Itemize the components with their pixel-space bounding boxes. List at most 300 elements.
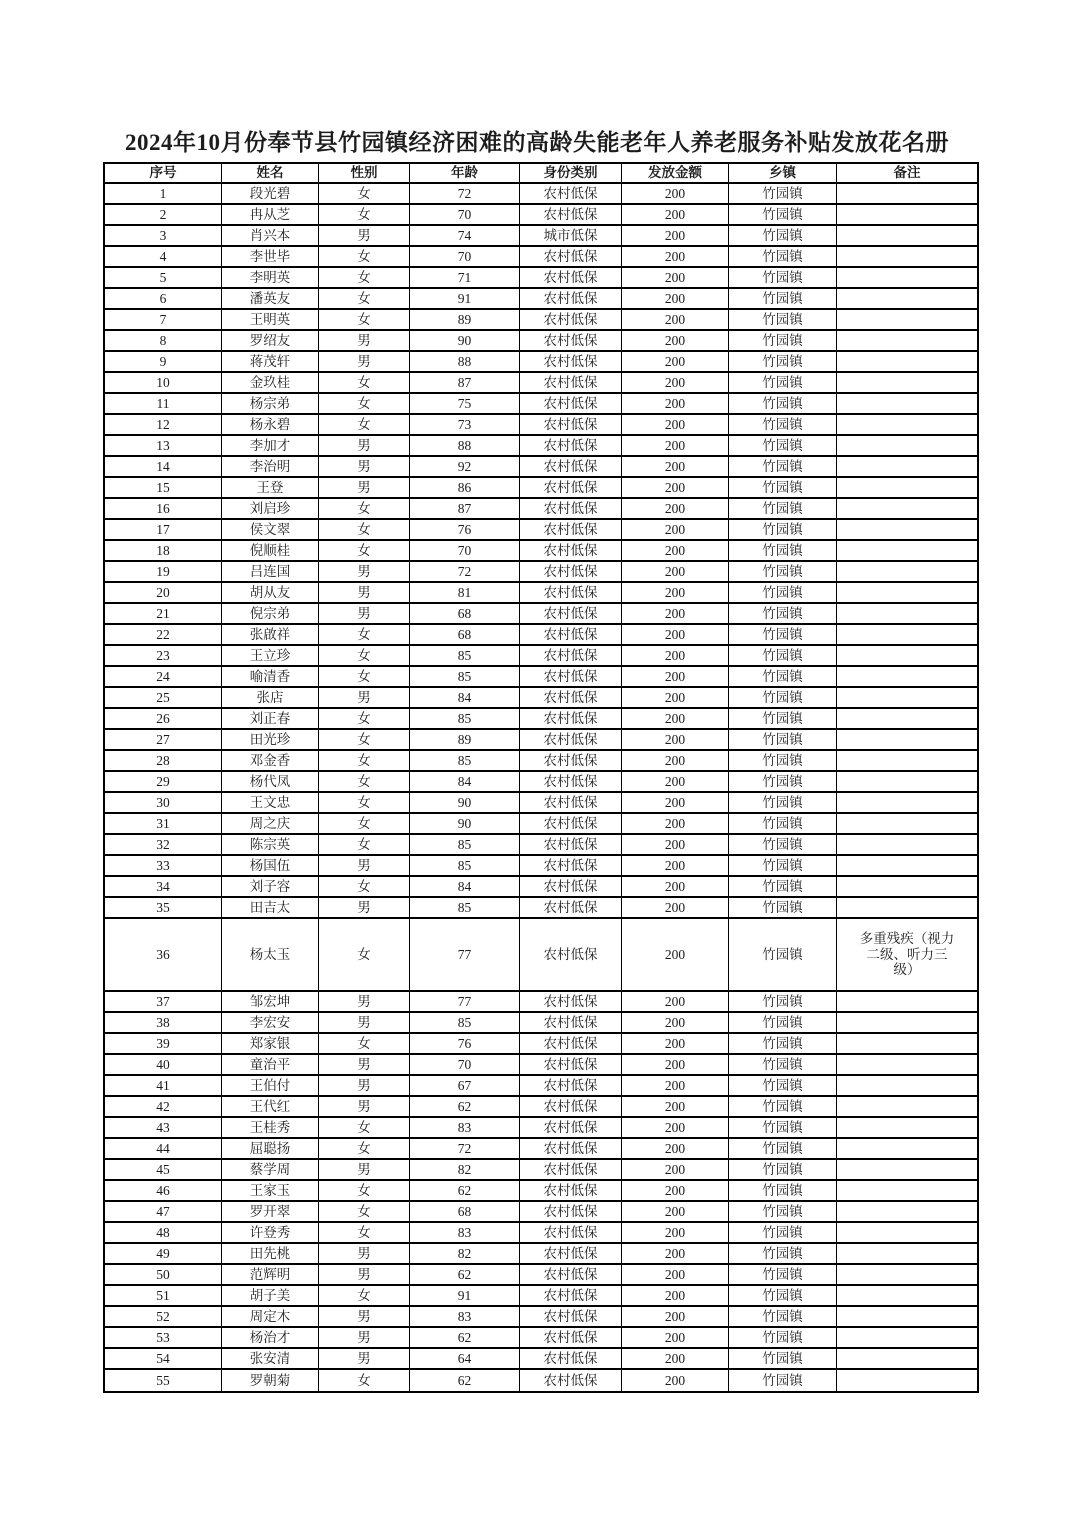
table-cell	[837, 646, 977, 667]
table-cell: 男	[319, 688, 410, 709]
table-cell: 竹园镇	[729, 1370, 837, 1391]
table-cell	[837, 709, 977, 730]
table-cell: 85	[410, 898, 520, 919]
table-header-row	[105, 164, 977, 184]
table-cell: 农村低保	[520, 667, 622, 688]
table-cell: 喻清香	[222, 667, 319, 688]
table-cell: 200	[622, 898, 729, 919]
table-cell: 郑家银	[222, 1034, 319, 1055]
table-cell: 农村低保	[520, 541, 622, 562]
table-cell: 女	[319, 772, 410, 793]
table-row	[105, 1034, 977, 1055]
table-cell: 200	[622, 1202, 729, 1223]
table-cell: 81	[410, 583, 520, 604]
table-cell: 竹园镇	[729, 1076, 837, 1097]
table-cell: 男	[319, 1349, 410, 1370]
table-cell: 竹园镇	[729, 1097, 837, 1118]
table-cell: 农村低保	[520, 877, 622, 898]
table-cell: 胡从友	[222, 583, 319, 604]
table-cell: 女	[319, 709, 410, 730]
table-cell: 72	[410, 1139, 520, 1160]
table-cell: 43	[105, 1118, 222, 1139]
column-header: 备注	[837, 164, 977, 184]
table-cell	[837, 1286, 977, 1307]
table-cell: 女	[319, 793, 410, 814]
table-cell: 89	[410, 730, 520, 751]
table-cell: 85	[410, 709, 520, 730]
table-cell: 竹园镇	[729, 1181, 837, 1202]
table-cell: 68	[410, 625, 520, 646]
table-row	[105, 226, 977, 247]
table-cell: 农村低保	[520, 1013, 622, 1034]
table-cell: 200	[622, 583, 729, 604]
table-cell: 21	[105, 604, 222, 625]
table-cell: 200	[622, 730, 729, 751]
table-cell: 64	[410, 1349, 520, 1370]
table-cell: 男	[319, 1076, 410, 1097]
table-cell: 王桂秀	[222, 1118, 319, 1139]
table-cell: 竹园镇	[729, 730, 837, 751]
table-cell: 竹园镇	[729, 331, 837, 352]
table-row	[105, 268, 977, 289]
table-cell	[837, 856, 977, 877]
table-cell: 竹园镇	[729, 352, 837, 373]
table-cell: 90	[410, 814, 520, 835]
table-cell: 杨治才	[222, 1328, 319, 1349]
table-cell: 200	[622, 814, 729, 835]
table-cell: 200	[622, 835, 729, 856]
table-cell: 农村低保	[520, 919, 622, 992]
table-cell: 200	[622, 247, 729, 268]
table-cell: 农村低保	[520, 1034, 622, 1055]
table-cell: 竹园镇	[729, 394, 837, 415]
table-cell: 女	[319, 394, 410, 415]
table-cell: 农村低保	[520, 205, 622, 226]
table-cell: 竹园镇	[729, 583, 837, 604]
table-cell: 农村低保	[520, 268, 622, 289]
table-cell	[837, 520, 977, 541]
table-cell: 49	[105, 1244, 222, 1265]
table-cell: 24	[105, 667, 222, 688]
table-cell: 36	[105, 919, 222, 992]
table-row	[105, 772, 977, 793]
table-row	[105, 751, 977, 772]
table-cell: 女	[319, 835, 410, 856]
table-cell: 3	[105, 226, 222, 247]
table-cell: 刘子容	[222, 877, 319, 898]
table-cell: 竹园镇	[729, 541, 837, 562]
table-cell	[837, 1202, 977, 1223]
table-row	[105, 247, 977, 268]
table-cell: 杨国伍	[222, 856, 319, 877]
table-cell: 70	[410, 205, 520, 226]
table-cell: 蒋茂轩	[222, 352, 319, 373]
table-cell: 13	[105, 436, 222, 457]
table-cell: 竹园镇	[729, 814, 837, 835]
table-cell	[837, 352, 977, 373]
table-cell: 46	[105, 1181, 222, 1202]
table-cell: 王文忠	[222, 793, 319, 814]
table-cell: 女	[319, 667, 410, 688]
table-cell	[837, 394, 977, 415]
table-row	[105, 1013, 977, 1034]
table-cell: 76	[410, 1034, 520, 1055]
table-cell: 竹园镇	[729, 1034, 837, 1055]
table-cell: 竹园镇	[729, 478, 837, 499]
table-cell: 竹园镇	[729, 499, 837, 520]
table-cell: 女	[319, 1118, 410, 1139]
table-cell: 农村低保	[520, 415, 622, 436]
table-cell: 女	[319, 184, 410, 205]
column-header: 姓名	[222, 164, 319, 184]
table-cell: 侯文翠	[222, 520, 319, 541]
table-cell: 范辉明	[222, 1265, 319, 1286]
table-cell: 29	[105, 772, 222, 793]
table-cell: 200	[622, 436, 729, 457]
table-cell: 农村低保	[520, 310, 622, 331]
table-cell: 200	[622, 541, 729, 562]
table-cell: 200	[622, 1181, 729, 1202]
table-cell: 农村低保	[520, 856, 622, 877]
table-cell: 女	[319, 247, 410, 268]
table-cell: 王立珍	[222, 646, 319, 667]
table-cell: 竹园镇	[729, 247, 837, 268]
table-cell: 200	[622, 1307, 729, 1328]
table-row	[105, 1139, 977, 1160]
table-cell: 田先桃	[222, 1244, 319, 1265]
table-cell: 41	[105, 1076, 222, 1097]
table-cell	[837, 1265, 977, 1286]
table-cell: 农村低保	[520, 898, 622, 919]
table-cell: 男	[319, 352, 410, 373]
table-cell	[837, 1055, 977, 1076]
table-cell: 200	[622, 1223, 729, 1244]
table-cell: 竹园镇	[729, 1055, 837, 1076]
table-cell: 男	[319, 1307, 410, 1328]
table-cell: 40	[105, 1055, 222, 1076]
table-cell: 91	[410, 289, 520, 310]
table-cell: 200	[622, 1013, 729, 1034]
page-title: 2024年10月份奉节县竹园镇经济困难的高龄失能老年人养老服务补贴发放花名册	[125, 130, 949, 155]
table-cell: 92	[410, 457, 520, 478]
table-cell: 48	[105, 1223, 222, 1244]
table-cell: 竹园镇	[729, 1307, 837, 1328]
table-cell: 女	[319, 1202, 410, 1223]
table-cell: 200	[622, 856, 729, 877]
table-cell: 农村低保	[520, 1328, 622, 1349]
table-cell: 农村低保	[520, 1160, 622, 1181]
table-cell: 邓金香	[222, 751, 319, 772]
table-cell: 竹园镇	[729, 226, 837, 247]
table-row	[105, 1076, 977, 1097]
table-row	[105, 992, 977, 1013]
table-cell: 竹园镇	[729, 772, 837, 793]
table-row	[105, 709, 977, 730]
table-row	[105, 1286, 977, 1307]
table-cell: 农村低保	[520, 583, 622, 604]
table-cell: 男	[319, 583, 410, 604]
roster-table	[103, 162, 979, 1393]
table-cell: 20	[105, 583, 222, 604]
table-row	[105, 688, 977, 709]
table-cell: 83	[410, 1118, 520, 1139]
table-cell: 竹园镇	[729, 877, 837, 898]
table-cell: 农村低保	[520, 1370, 622, 1391]
table-cell: 200	[622, 1286, 729, 1307]
table-cell: 农村低保	[520, 373, 622, 394]
table-cell	[837, 310, 977, 331]
table-cell: 62	[410, 1328, 520, 1349]
table-cell: 农村低保	[520, 709, 622, 730]
table-cell: 200	[622, 919, 729, 992]
table-cell: 竹园镇	[729, 1223, 837, 1244]
table-cell: 73	[410, 415, 520, 436]
table-cell: 86	[410, 478, 520, 499]
table-cell: 竹园镇	[729, 1160, 837, 1181]
table-cell: 2	[105, 205, 222, 226]
table-row	[105, 583, 977, 604]
table-cell: 16	[105, 499, 222, 520]
table-row	[105, 331, 977, 352]
table-cell: 200	[622, 625, 729, 646]
table-cell: 农村低保	[520, 184, 622, 205]
table-cell: 200	[622, 331, 729, 352]
table-cell: 竹园镇	[729, 373, 837, 394]
table-cell: 女	[319, 730, 410, 751]
table-cell: 男	[319, 1265, 410, 1286]
table-row	[105, 814, 977, 835]
table-cell: 35	[105, 898, 222, 919]
table-cell: 77	[410, 919, 520, 992]
table-cell: 周定木	[222, 1307, 319, 1328]
table-cell: 竹园镇	[729, 310, 837, 331]
table-cell: 85	[410, 751, 520, 772]
table-cell: 倪宗弟	[222, 604, 319, 625]
table-cell	[837, 226, 977, 247]
table-cell: 农村低保	[520, 751, 622, 772]
table-cell	[837, 205, 977, 226]
column-header: 序号	[105, 164, 222, 184]
table-cell: 23	[105, 646, 222, 667]
table-row	[105, 604, 977, 625]
table-cell: 竹园镇	[729, 1244, 837, 1265]
table-cell	[837, 814, 977, 835]
table-cell: 周之庆	[222, 814, 319, 835]
table-cell: 45	[105, 1160, 222, 1181]
table-cell	[837, 688, 977, 709]
table-cell: 女	[319, 877, 410, 898]
table-cell	[837, 1349, 977, 1370]
table-cell: 82	[410, 1244, 520, 1265]
table-cell: 男	[319, 1328, 410, 1349]
table-cell	[837, 1307, 977, 1328]
table-cell: 84	[410, 688, 520, 709]
table-cell: 8	[105, 331, 222, 352]
table-cell	[837, 562, 977, 583]
table-cell: 男	[319, 1244, 410, 1265]
table-row	[105, 646, 977, 667]
table-cell: 女	[319, 1286, 410, 1307]
table-cell: 72	[410, 562, 520, 583]
table-cell: 竹园镇	[729, 268, 837, 289]
table-cell: 70	[410, 1055, 520, 1076]
table-cell: 农村低保	[520, 1265, 622, 1286]
table-cell: 32	[105, 835, 222, 856]
table-cell: 城市低保	[520, 226, 622, 247]
table-cell: 72	[410, 184, 520, 205]
table-cell	[837, 667, 977, 688]
table-row	[105, 1118, 977, 1139]
table-cell: 竹园镇	[729, 709, 837, 730]
table-cell	[837, 1118, 977, 1139]
table-cell: 85	[410, 856, 520, 877]
table-cell: 200	[622, 1328, 729, 1349]
table-cell: 68	[410, 1202, 520, 1223]
table-cell: 农村低保	[520, 478, 622, 499]
table-cell: 竹园镇	[729, 646, 837, 667]
table-cell: 54	[105, 1349, 222, 1370]
table-cell: 罗朝菊	[222, 1370, 319, 1391]
table-cell	[837, 457, 977, 478]
table-row	[105, 1265, 977, 1286]
table-cell: 9	[105, 352, 222, 373]
table-row	[105, 541, 977, 562]
table-cell: 14	[105, 457, 222, 478]
table-cell	[837, 1223, 977, 1244]
table-cell: 农村低保	[520, 688, 622, 709]
remark-text: 多重残疾（视力二级、听力三级）	[859, 931, 955, 978]
table-row	[105, 1181, 977, 1202]
table-cell	[837, 478, 977, 499]
table-row	[105, 919, 977, 992]
table-cell: 83	[410, 1223, 520, 1244]
table-cell: 李明英	[222, 268, 319, 289]
table-cell: 88	[410, 352, 520, 373]
table-row	[105, 1160, 977, 1181]
table-cell: 男	[319, 992, 410, 1013]
table-row	[105, 352, 977, 373]
table-cell: 200	[622, 1118, 729, 1139]
table-cell: 17	[105, 520, 222, 541]
table-cell: 39	[105, 1034, 222, 1055]
table-cell: 竹园镇	[729, 415, 837, 436]
table-cell: 25	[105, 688, 222, 709]
table-cell: 200	[622, 646, 729, 667]
table-cell: 肖兴本	[222, 226, 319, 247]
table-cell: 李宏安	[222, 1013, 319, 1034]
table-cell: 农村低保	[520, 1244, 622, 1265]
column-header: 年龄	[410, 164, 520, 184]
table-cell: 竹园镇	[729, 184, 837, 205]
table-cell: 5	[105, 268, 222, 289]
table-cell: 200	[622, 1244, 729, 1265]
table-cell: 男	[319, 1097, 410, 1118]
table-cell: 田光珍	[222, 730, 319, 751]
table-row	[105, 1097, 977, 1118]
table-row	[105, 1223, 977, 1244]
table-cell: 杨宗弟	[222, 394, 319, 415]
table-cell: 竹园镇	[729, 667, 837, 688]
table-cell: 农村低保	[520, 394, 622, 415]
table-cell: 71	[410, 268, 520, 289]
table-cell: 农村低保	[520, 1307, 622, 1328]
table-cell: 200	[622, 520, 729, 541]
table-row	[105, 1328, 977, 1349]
table-cell: 竹园镇	[729, 289, 837, 310]
table-cell: 200	[622, 1370, 729, 1391]
table-row	[105, 499, 977, 520]
table-cell: 竹园镇	[729, 457, 837, 478]
table-cell	[837, 373, 977, 394]
table-cell: 潘英友	[222, 289, 319, 310]
table-cell: 女	[319, 205, 410, 226]
table-cell: 75	[410, 394, 520, 415]
table-row	[105, 457, 977, 478]
table-cell: 竹园镇	[729, 835, 837, 856]
table-row	[105, 667, 977, 688]
table-cell: 200	[622, 205, 729, 226]
table-cell: 200	[622, 992, 729, 1013]
table-cell: 竹园镇	[729, 520, 837, 541]
table-cell: 91	[410, 1286, 520, 1307]
table-cell: 竹园镇	[729, 793, 837, 814]
table-cell: 农村低保	[520, 436, 622, 457]
table-cell: 82	[410, 1160, 520, 1181]
table-cell: 农村低保	[520, 1286, 622, 1307]
table-cell	[837, 1160, 977, 1181]
table-cell: 26	[105, 709, 222, 730]
table-cell: 农村低保	[520, 1181, 622, 1202]
table-cell: 4	[105, 247, 222, 268]
table-cell: 张啟祥	[222, 625, 319, 646]
table-row	[105, 373, 977, 394]
table-cell: 33	[105, 856, 222, 877]
table-cell: 竹园镇	[729, 1139, 837, 1160]
table-cell: 男	[319, 478, 410, 499]
table-cell: 李治明	[222, 457, 319, 478]
table-cell: 农村低保	[520, 289, 622, 310]
table-row	[105, 184, 977, 205]
table-cell: 51	[105, 1286, 222, 1307]
table-cell: 女	[319, 310, 410, 331]
table-cell: 农村低保	[520, 793, 622, 814]
table-cell: 农村低保	[520, 331, 622, 352]
table-cell: 男	[319, 1013, 410, 1034]
table-cell: 84	[410, 772, 520, 793]
table-cell: 竹园镇	[729, 919, 837, 992]
table-cell: 农村低保	[520, 499, 622, 520]
table-cell: 77	[410, 992, 520, 1013]
table-row	[105, 1244, 977, 1265]
table-cell: 53	[105, 1328, 222, 1349]
table-cell: 200	[622, 688, 729, 709]
column-header: 身份类别	[520, 164, 622, 184]
table-cell: 42	[105, 1097, 222, 1118]
table-cell	[837, 247, 977, 268]
table-cell: 男	[319, 1160, 410, 1181]
table-cell: 冉从芝	[222, 205, 319, 226]
table-cell: 竹园镇	[729, 992, 837, 1013]
table-cell: 女	[319, 1223, 410, 1244]
table-cell: 200	[622, 352, 729, 373]
table-row	[105, 877, 977, 898]
table-cell: 200	[622, 457, 729, 478]
table-cell: 李世毕	[222, 247, 319, 268]
table-cell: 200	[622, 1097, 729, 1118]
table-cell	[837, 184, 977, 205]
table-cell: 200	[622, 1265, 729, 1286]
table-cell: 男	[319, 562, 410, 583]
